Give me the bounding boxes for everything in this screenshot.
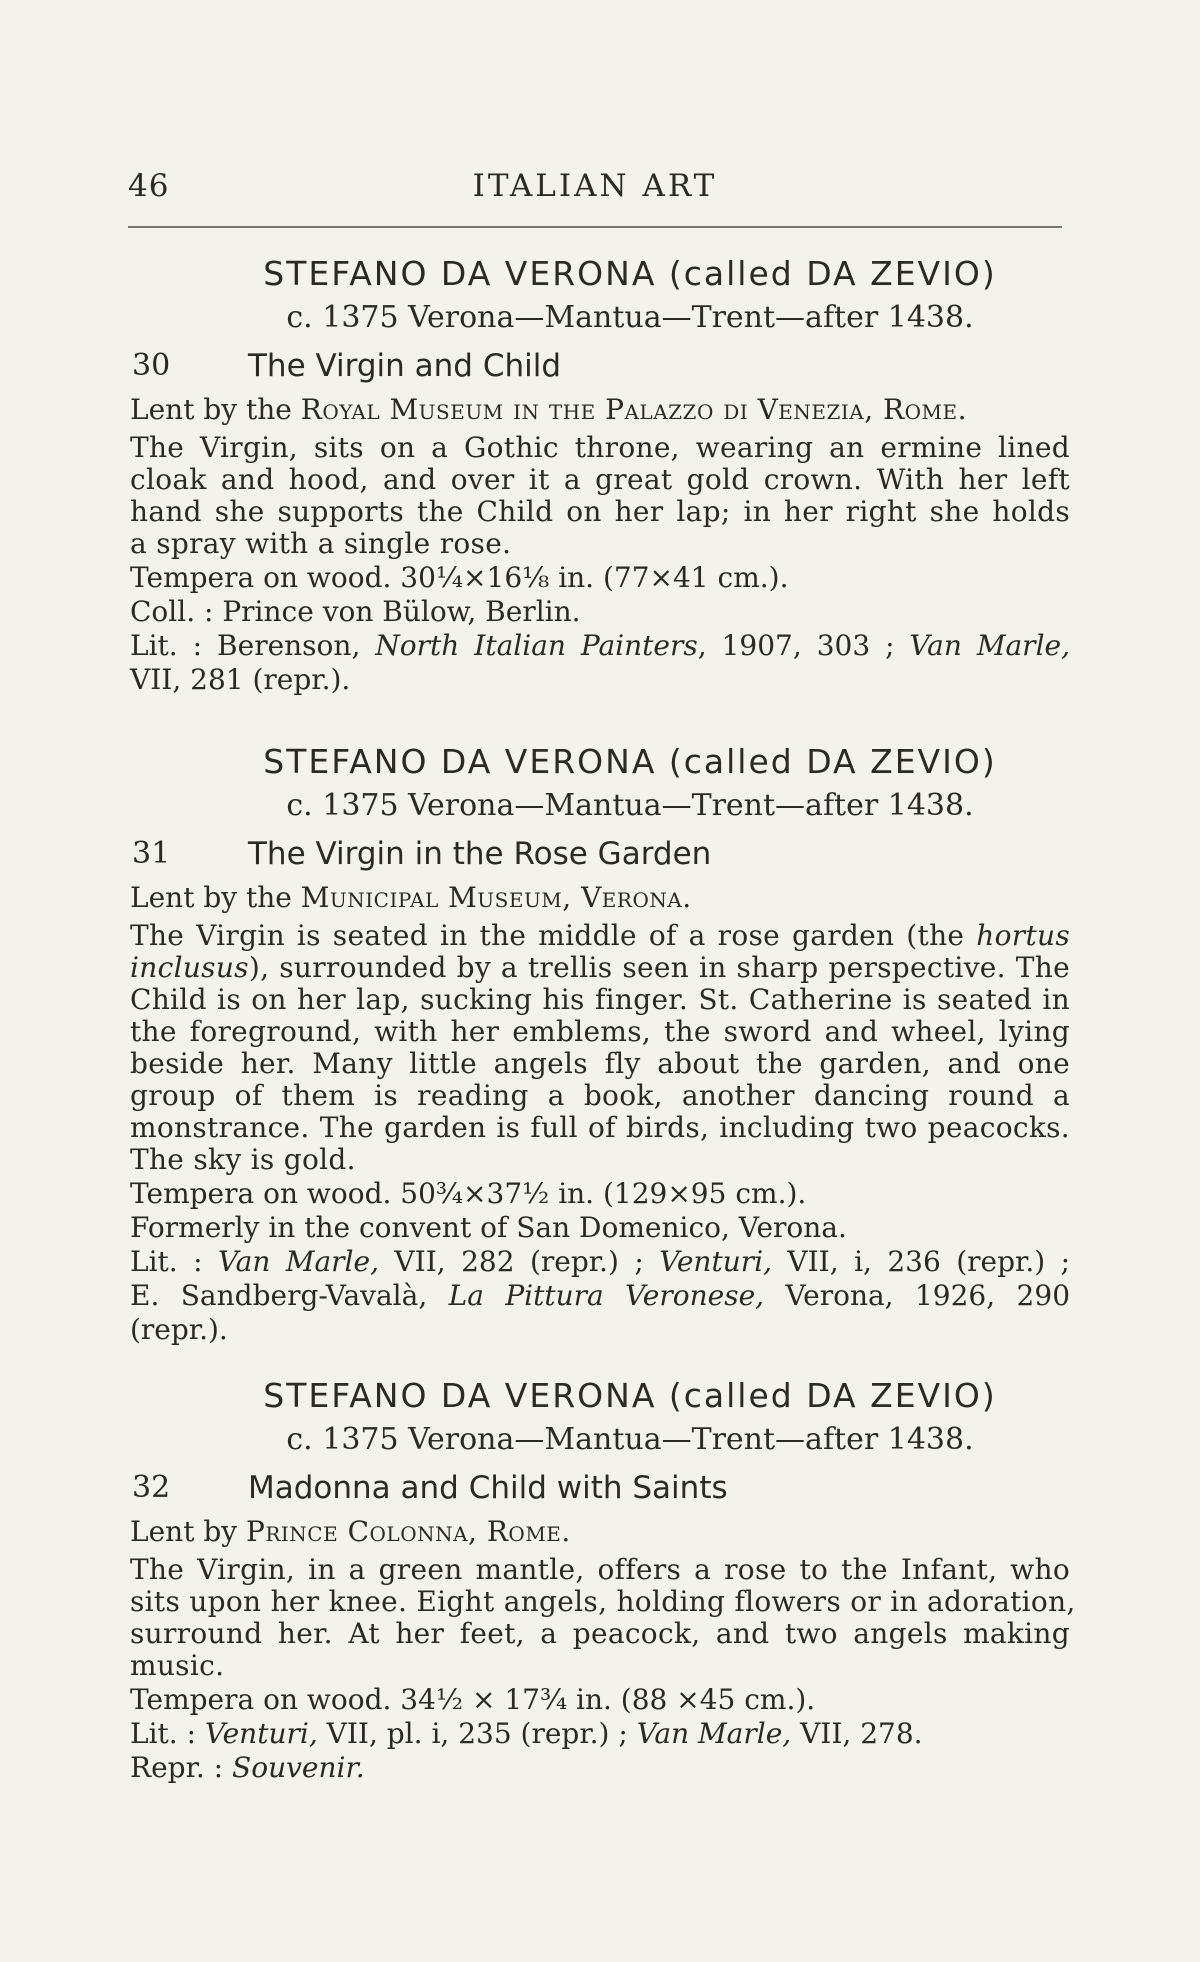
description-line: cloak and hood, and over it a great gold crown. With her left <box>130 463 1070 496</box>
entry-metadata <box>130 562 1070 696</box>
lit-text: VII, pl. i, 235 (repr.) ; <box>317 1717 637 1750</box>
work-title-line <box>130 344 1070 388</box>
literature-line <box>130 1246 1070 1278</box>
description-line: monstrance. The garden is full of birds, including two peacocks. <box>130 1111 1070 1144</box>
catalogue-number: 30 <box>132 348 171 383</box>
catalogue-entry-32 <box>130 1374 1076 1784</box>
description-line: The sky is gold. <box>130 1143 356 1176</box>
description-line: a spray with a single rose. <box>130 527 512 560</box>
description <box>130 1553 1076 1682</box>
lit-text: VII, 282 (repr.) ; <box>378 1245 660 1278</box>
literature-line: (repr.). <box>130 1313 228 1346</box>
description-line <box>130 952 1070 984</box>
lender-line <box>130 394 1070 426</box>
catalogue-entry-31 <box>130 740 1070 1346</box>
work-title-line <box>130 832 1070 876</box>
provenance-line: Formerly in the convent of San Domenico, Verona. <box>130 1211 847 1244</box>
artist-dates: c. 1375 Verona—Mantua—Trent—after 1438. <box>286 300 974 335</box>
lit-author: Venturi, <box>204 1717 318 1750</box>
lit-text: E. Sandberg-Vavalà, <box>130 1279 449 1312</box>
desc-text: The Virgin is seated in the middle of a rose garden (the <box>130 919 977 952</box>
lender-line <box>130 882 1070 914</box>
lit-text: Lit. : Berenson, <box>130 629 376 662</box>
medium-dimensions: Tempera on wood. 30¼×16⅛ in. (77×41 cm.). <box>130 561 789 594</box>
desc-text: ), surrounded by a trellis seen in sharp perspective. The <box>248 951 1070 984</box>
running-head <box>128 168 1062 208</box>
catalogue-entry-30 <box>130 252 1070 696</box>
literature-line <box>130 1718 1070 1750</box>
desc-italic: hortus <box>976 919 1070 952</box>
desc-italic: inclusus <box>130 951 249 984</box>
lit-author: Van Marle, <box>909 629 1070 662</box>
entry-metadata <box>130 1178 1070 1346</box>
description-line: The Virgin, sits on a Gothic throne, wearing an ermine lined <box>130 431 1070 464</box>
running-title: ITALIAN ART <box>472 168 718 204</box>
lent-prefix: Lent by the <box>130 881 301 914</box>
lit-text: VII, i, 236 (repr.) ; <box>771 1245 1071 1278</box>
lit-author: Van Marle, <box>636 1717 792 1750</box>
artist-heading: STEFANO DA VERONA (called DA ZEVIO) <box>263 254 997 293</box>
catalogue-number: 32 <box>132 1470 171 1505</box>
literature-line <box>130 1280 1070 1312</box>
description-line: The Virgin, in a green mantle, offers a rose to the Infant, who <box>130 1553 1070 1586</box>
description-line: surround her. At her feet, a peacock, and two angels making <box>130 1617 1070 1650</box>
artist-heading: STEFANO DA VERONA (called DA ZEVIO) <box>263 1376 997 1415</box>
header-rule <box>128 226 1062 228</box>
lit-title: North Italian Painters <box>375 629 698 662</box>
description-line: beside her. Many little angels fly about the garden, and one <box>130 1047 1070 1080</box>
description-line: Child is on her lap, sucking his finger. St. Catherine is seated in <box>130 983 1070 1016</box>
lit-title: La Pittura Veronese, <box>448 1279 765 1312</box>
description-line: the foreground, with her emblems, the sword and wheel, lying <box>130 1015 1070 1048</box>
catalogue-number: 31 <box>132 836 171 871</box>
description-line: sits upon her knee. Eight angels, holding flowers or in adoration, <box>130 1585 1076 1618</box>
artist-heading: STEFANO DA VERONA (called DA ZEVIO) <box>263 742 997 781</box>
description <box>130 920 1070 1176</box>
lit-author: Venturi, <box>659 1245 772 1278</box>
lender-name: Prince Colonna, Rome. <box>246 1515 571 1548</box>
lit-author: Van Marle, <box>218 1245 379 1278</box>
lit-text: , 1907, 303 ; <box>697 629 910 662</box>
artist-dates: c. 1375 Verona—Mantua—Trent—after 1438. <box>286 788 974 823</box>
description-line <box>130 920 1070 952</box>
lender-name: Royal Museum in the Palazzo di Venezia, Rome. <box>300 393 967 426</box>
medium-dimensions: Tempera on wood. 34½ × 17¾ in. (88 ×45 cm.). <box>130 1683 816 1716</box>
literature-line <box>130 630 1070 662</box>
description-line: group of them is reading a book, another dancing round a <box>130 1079 1070 1112</box>
description-line: music. <box>130 1649 225 1682</box>
lender-line <box>130 1516 1070 1548</box>
repr-text: Repr. : <box>130 1751 233 1784</box>
lit-text: Lit. : <box>130 1717 205 1750</box>
medium-dimensions: Tempera on wood. 50¾×37½ in. (129×95 cm.). <box>130 1177 807 1210</box>
literature-line: VII, 281 (repr.). <box>130 663 351 696</box>
work-title-line <box>130 1466 1070 1510</box>
lender-name: Municipal Museum, Verona. <box>300 881 692 914</box>
description <box>130 432 1070 560</box>
lit-text: VII, 278. <box>791 1717 923 1750</box>
work-title: Madonna and Child with Saints <box>248 1470 728 1506</box>
lent-prefix: Lent by the <box>130 393 301 426</box>
reproduction-line <box>130 1752 1070 1784</box>
entry-metadata <box>130 1684 1070 1784</box>
work-title: The Virgin and Child <box>248 348 562 384</box>
lit-text: Verona, 1926, 290 <box>764 1279 1071 1312</box>
lent-prefix: Lent by <box>130 1515 246 1548</box>
collection-line: Coll. : Prince von Bülow, Berlin. <box>130 595 581 628</box>
repr-title: Souvenir. <box>232 1751 365 1784</box>
description-line: hand she supports the Child on her lap; in her right she holds <box>130 495 1070 528</box>
lit-text: Lit. : <box>130 1245 218 1278</box>
artist-dates: c. 1375 Verona—Mantua—Trent—after 1438. <box>286 1422 974 1457</box>
page-number: 46 <box>128 168 170 204</box>
work-title: The Virgin in the Rose Garden <box>248 836 712 872</box>
